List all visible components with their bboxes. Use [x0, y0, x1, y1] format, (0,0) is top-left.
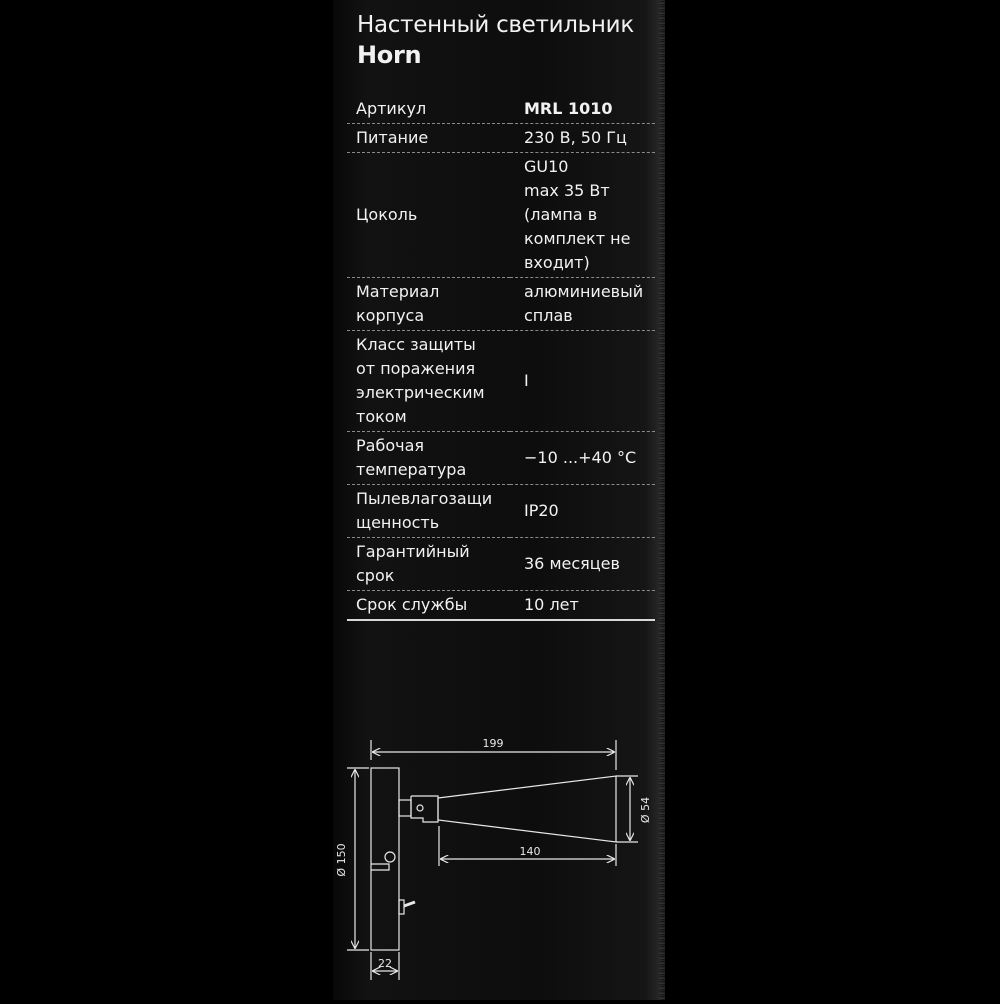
spec-key: Рабочая температура	[347, 432, 510, 485]
spec-value: 36 месяцев	[510, 538, 655, 591]
spec-key: Класс защиты от поражения электрическим током	[347, 331, 510, 432]
spec-value: IP20	[510, 485, 655, 538]
spec-value: GU10 max 35 Вт (лампа в комплект не входит)	[510, 153, 655, 278]
spec-value: −10 ...+40 °C	[510, 432, 655, 485]
spec-key: Питание	[347, 124, 510, 153]
spec-value: MRL 1010	[510, 95, 655, 124]
spec-value: алюминиевый сплав	[510, 278, 655, 331]
spec-panel	[333, 0, 665, 1000]
spec-key: Гарантийный срок	[347, 538, 510, 591]
spec-row	[347, 591, 655, 621]
switch-lever	[404, 902, 415, 906]
spec-row	[347, 153, 655, 278]
dim-label-150: Ø 150	[335, 843, 348, 877]
product-type: Настенный светильник	[357, 12, 634, 38]
spec-key: Пылевлагозащи щенность	[347, 485, 510, 538]
arm-mount	[399, 800, 411, 816]
spec-key: Артикул	[347, 95, 510, 124]
dim-label-199: 199	[482, 737, 504, 750]
joint-pivot-icon	[417, 805, 423, 811]
spec-key: Материал корпуса	[347, 278, 510, 331]
spec-row	[347, 538, 655, 591]
spec-value: 10 лет	[510, 591, 655, 621]
dim-label-22: 22	[378, 957, 392, 970]
lamp-drawing	[333, 730, 665, 1000]
product-title	[357, 10, 634, 70]
spec-row	[347, 432, 655, 485]
plate-notch	[371, 864, 389, 870]
dimension-diagram	[333, 730, 665, 1000]
switch-base	[399, 900, 404, 914]
arm-joint	[411, 796, 438, 822]
spec-value: I	[510, 331, 655, 432]
spec-row	[347, 95, 655, 124]
dim-label-54: Ø 54	[639, 796, 652, 824]
screw-icon	[385, 852, 395, 862]
spec-row	[347, 278, 655, 331]
spec-value: 230 В, 50 Гц	[510, 124, 655, 153]
lamp-shade	[438, 776, 616, 842]
spec-table	[347, 95, 655, 621]
spec-row	[347, 331, 655, 432]
product-name: Horn	[357, 41, 422, 69]
spec-row	[347, 124, 655, 153]
spec-row	[347, 485, 655, 538]
dim-label-140: 140	[519, 845, 541, 858]
spec-key: Срок службы	[347, 591, 510, 621]
spec-key: Цоколь	[347, 153, 510, 278]
